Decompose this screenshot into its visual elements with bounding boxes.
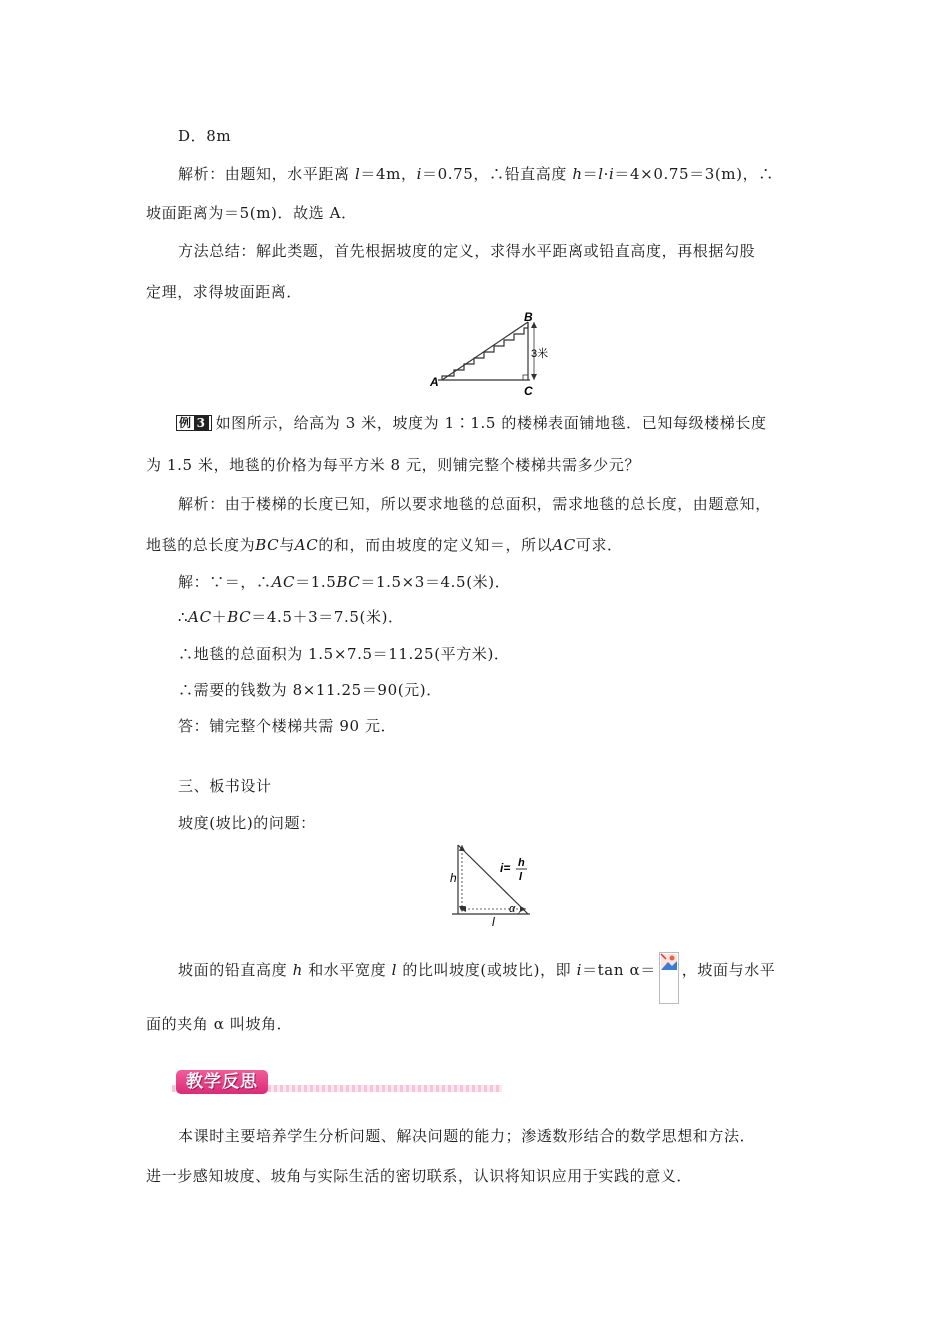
text: 坡面的铅直高度: [178, 961, 293, 979]
reflection-title: 教学反思: [176, 1070, 268, 1094]
example-number: 3: [194, 416, 209, 430]
label-a: A: [430, 375, 439, 389]
reflection-line2: 进一步感知坡度、坡角与实际生活的密切联系，认识将知识应用于实践的意义．: [146, 1167, 693, 1185]
var-h: h: [292, 961, 303, 979]
ex3-question-line1: [176, 413, 767, 433]
text: 可求．: [575, 536, 623, 554]
text: ＝1.5: [295, 573, 337, 591]
ex3-solution-line4: ∴需要的钱数为 8×11.25＝90(元)．: [178, 681, 442, 699]
var-bc: BC: [227, 608, 252, 626]
var-bc: BC: [255, 536, 280, 554]
label-height: 3米: [531, 348, 549, 360]
ex3-analysis-line1: 解析：由于楼梯的长度已知，所以要求地毯的总面积，需求地毯的总长度，由题意知，: [178, 495, 771, 513]
reflection-header: [172, 1070, 502, 1096]
var-bc: BC: [336, 573, 361, 591]
var-h: h: [572, 165, 583, 183]
formula-denominator: l: [519, 871, 523, 883]
text: 解析：由题知，水平距离: [178, 165, 355, 183]
var-ac: AC: [294, 536, 319, 554]
label-c: C: [524, 384, 533, 398]
right-angle-mark: [523, 375, 528, 380]
text: ＝1.5×3＝4.5(米)．: [360, 573, 511, 591]
text: 和水平宽度: [302, 961, 392, 979]
ex3-analysis-line2: [146, 535, 623, 555]
var-l: l: [354, 165, 361, 183]
section-title: 三、板书设计: [178, 777, 272, 795]
ex2-analysis-line1: [178, 164, 774, 184]
formula-i: i=: [500, 861, 511, 875]
text: ，坡面与水平: [681, 961, 776, 979]
slope-figure: [446, 840, 546, 930]
definition-line1: [178, 960, 775, 1004]
text: ＝4m，: [360, 165, 417, 183]
angle-arc: [518, 907, 521, 914]
definition-line2: 面的夹角 α 叫坡角．: [146, 1015, 293, 1033]
label-b: B: [524, 312, 533, 324]
text: 解：∵＝，∴: [178, 573, 272, 591]
slope-line: [442, 322, 528, 380]
broken-image-icon: [659, 952, 679, 1004]
ex2-analysis-line2: 坡面距离为＝5(m)．故选 A．: [146, 204, 357, 222]
slope-side: [458, 845, 528, 914]
var-ac: AC: [188, 608, 212, 626]
text: 的和，而由坡度的定义知＝，所以: [318, 536, 553, 554]
var-i: i: [576, 961, 583, 979]
option-d: D．8m: [178, 127, 232, 145]
text: 如图所示，给高为 3 米，坡度为 1∶1.5 的楼梯表面铺地毯．已知每级楼梯长度: [215, 414, 767, 432]
var-i: i: [416, 165, 422, 183]
text: ＝4×0.75＝3(m)，∴: [614, 165, 774, 183]
ex3-question-line2: 为 1.5 米，地毯的价格为每平方米 8 元，则铺完整个楼梯共需多少元？: [146, 456, 641, 474]
ex3-solution-line1: [178, 572, 510, 592]
text: ＝tan α＝: [582, 961, 656, 979]
board-subtitle: 坡度(坡比)的问题：: [178, 814, 316, 832]
text: ＝0.75，∴铅直高度: [421, 165, 573, 183]
method-summary-line1: 方法总结：解此类题，首先根据坡度的定义，求得水平距离或铅直高度，再根据勾股: [178, 242, 756, 260]
text: ＝4.5＋3＝7.5(米)．: [251, 608, 404, 626]
example-tag: [176, 415, 212, 431]
ex3-solution-line3: ∴地毯的总面积为 1.5×7.5＝11.25(平方米)．: [178, 645, 510, 663]
example-label: 例: [179, 416, 192, 430]
label-alpha: α: [509, 903, 516, 915]
text: ＝: [582, 165, 599, 183]
text: ∴: [178, 608, 189, 626]
var-ac: AC: [552, 536, 576, 554]
ex3-answer: 答：铺完整个楼梯共需 90 元．: [178, 717, 397, 735]
formula-numerator: h: [518, 857, 525, 869]
label-l: l: [492, 915, 495, 929]
text: 的比叫坡度(或坡比)，即: [397, 961, 577, 979]
var-l: l: [391, 961, 397, 979]
label-h: h: [450, 871, 457, 885]
var-l: l: [598, 165, 604, 183]
var-i: i: [609, 165, 615, 183]
stairs-figure: [428, 312, 558, 398]
text: 地毯的总长度为: [146, 536, 256, 554]
method-summary-line2: 定理，求得坡面距离．: [146, 283, 303, 301]
text: ·: [603, 165, 609, 183]
text: ＋: [211, 608, 228, 626]
arrow-up-icon: [459, 845, 465, 851]
reflection-line1: 本课时主要培养学生分析问题、解决问题的能力；渗透数形结合的数学思想和方法．: [178, 1127, 756, 1145]
text: 与: [279, 536, 295, 554]
var-ac: AC: [271, 573, 296, 591]
ex3-solution-line2: [178, 607, 404, 627]
arrow-down-icon: [531, 374, 537, 380]
